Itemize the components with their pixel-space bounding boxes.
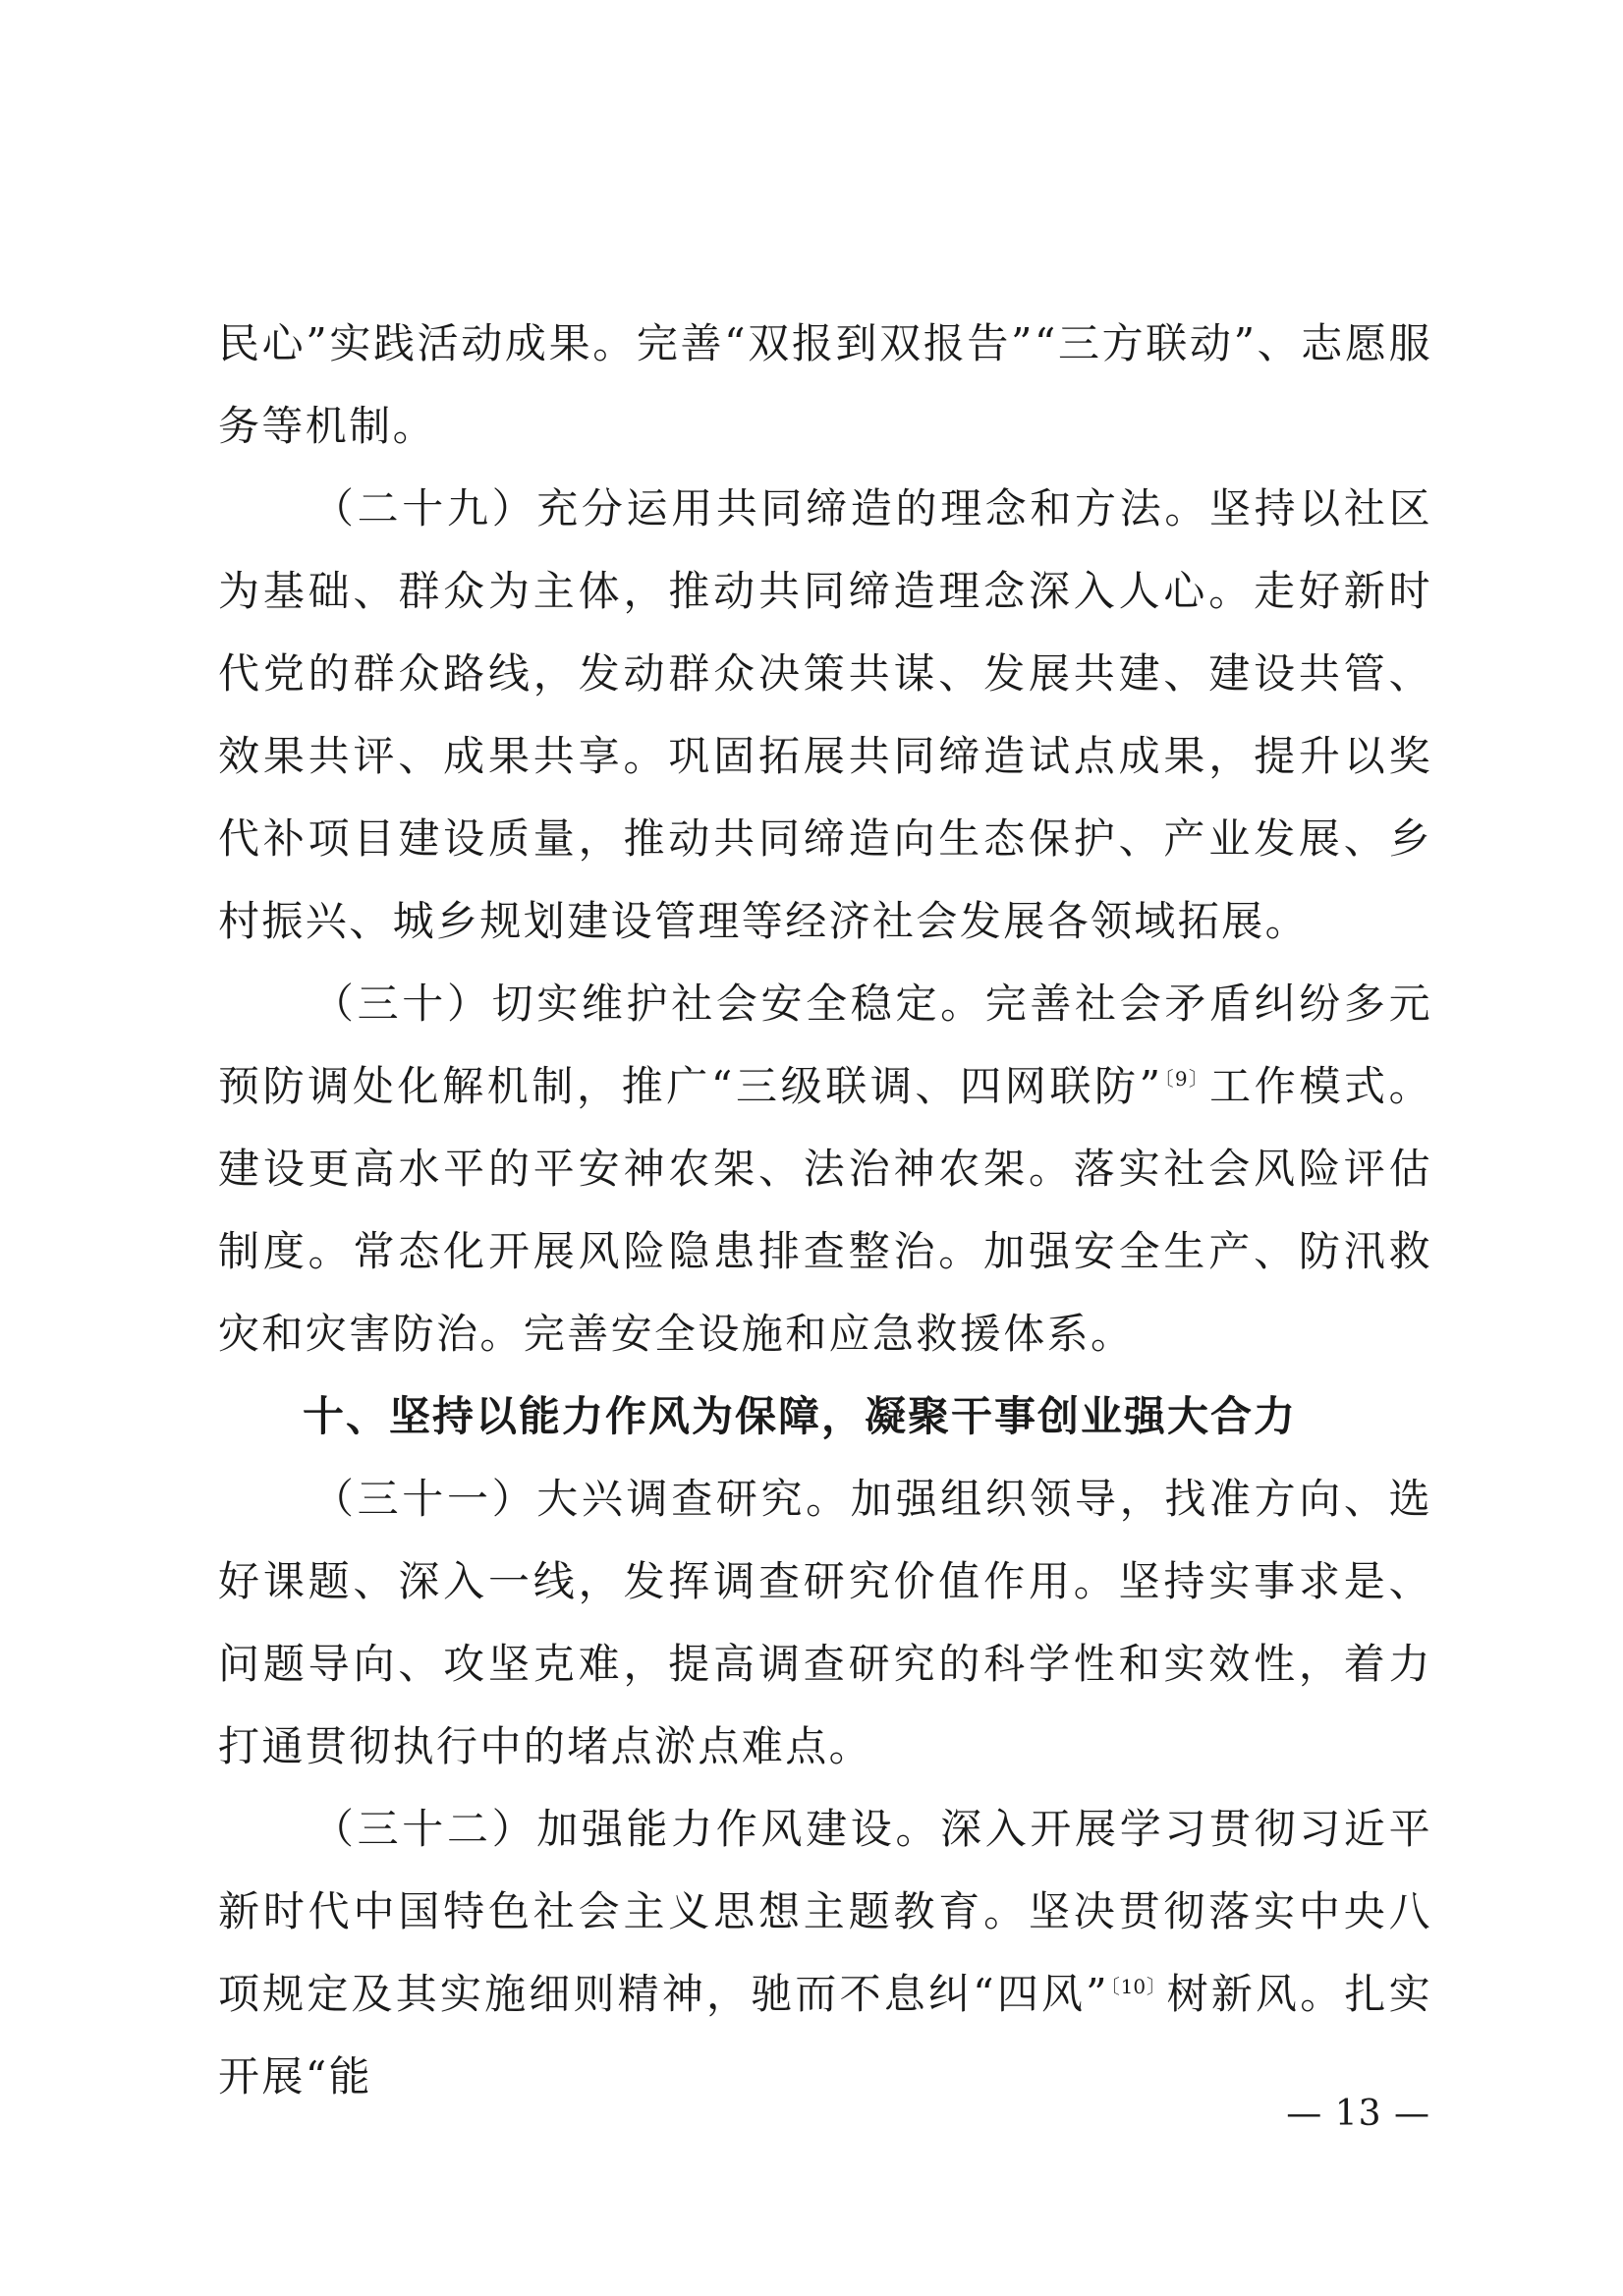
paragraph-continuation: 民心”实践活动成果。完善“双报到双报告”“三方联动”、志愿服务等机制。 <box>218 319 1432 450</box>
body-text <box>218 303 1432 2118</box>
paragraph-32-text-a: （三十二）加强能力作风建设。深入开展学习贯彻习近平新时代中国特色社会主义思想主题教育。坚决贯彻落实中央八项规定及其实施细则精神，驰而不息纠“四风” <box>218 1805 1432 2018</box>
paragraph-29: （二十九）充分运用共同缔造的理念和方法。坚持以社区为基础、群众为主体，推动共同缔造理念深入人心。走好新时代党的群众路线，发动群众决策共谋、发展共建、建设共管、效果共评、成果共享。巩固拓展共同缔造试点成果，提升以奖代补项目建设质量，推动共同缔造向生态保护、产业发展、乡村振兴、城乡规划建设管理等经济社会发展各领域拓展。 <box>218 484 1432 945</box>
paragraph-30 <box>218 963 1432 1375</box>
footnote-ref-10: 〔10〕 <box>1109 1975 1167 1998</box>
paragraph-30-text-a: （三十）切实维护社会安全稳定。完善社会矛盾纠纷多元预防调处化解机制，推广“三级联调、四网联防” <box>218 980 1432 1110</box>
paragraph-30-text-b: 工作模式。建设更高水平的平安神农架、法治神农架。落实社会风险评估制度。常态化开展风险隐患排查整治。加强安全生产、防汛救灾和灾害防治。完善安全设施和应急救援体系。 <box>218 1062 1432 1358</box>
page-number: — 13 — <box>1286 2094 1430 2134</box>
paragraph-31: （三十一）大兴调查研究。加强组织领导，找准方向、选好课题、深入一线，发挥调查研究价值作用。坚持实事求是、问题导向、攻坚克难，提高调查研究的科学性和实效性，着力打通贯彻执行中的堵点淤点难点。 <box>218 1475 1432 1770</box>
paragraph-32 <box>218 1788 1432 2118</box>
footnote-ref-9: 〔9〕 <box>1162 1067 1210 1091</box>
paragraph-32-text-b: 树新风。扎实开展“能 <box>218 1970 1432 2100</box>
section-heading-10: 十、坚持以能力作风为保障，凝聚干事创业强大合力 <box>303 1392 1298 1440</box>
